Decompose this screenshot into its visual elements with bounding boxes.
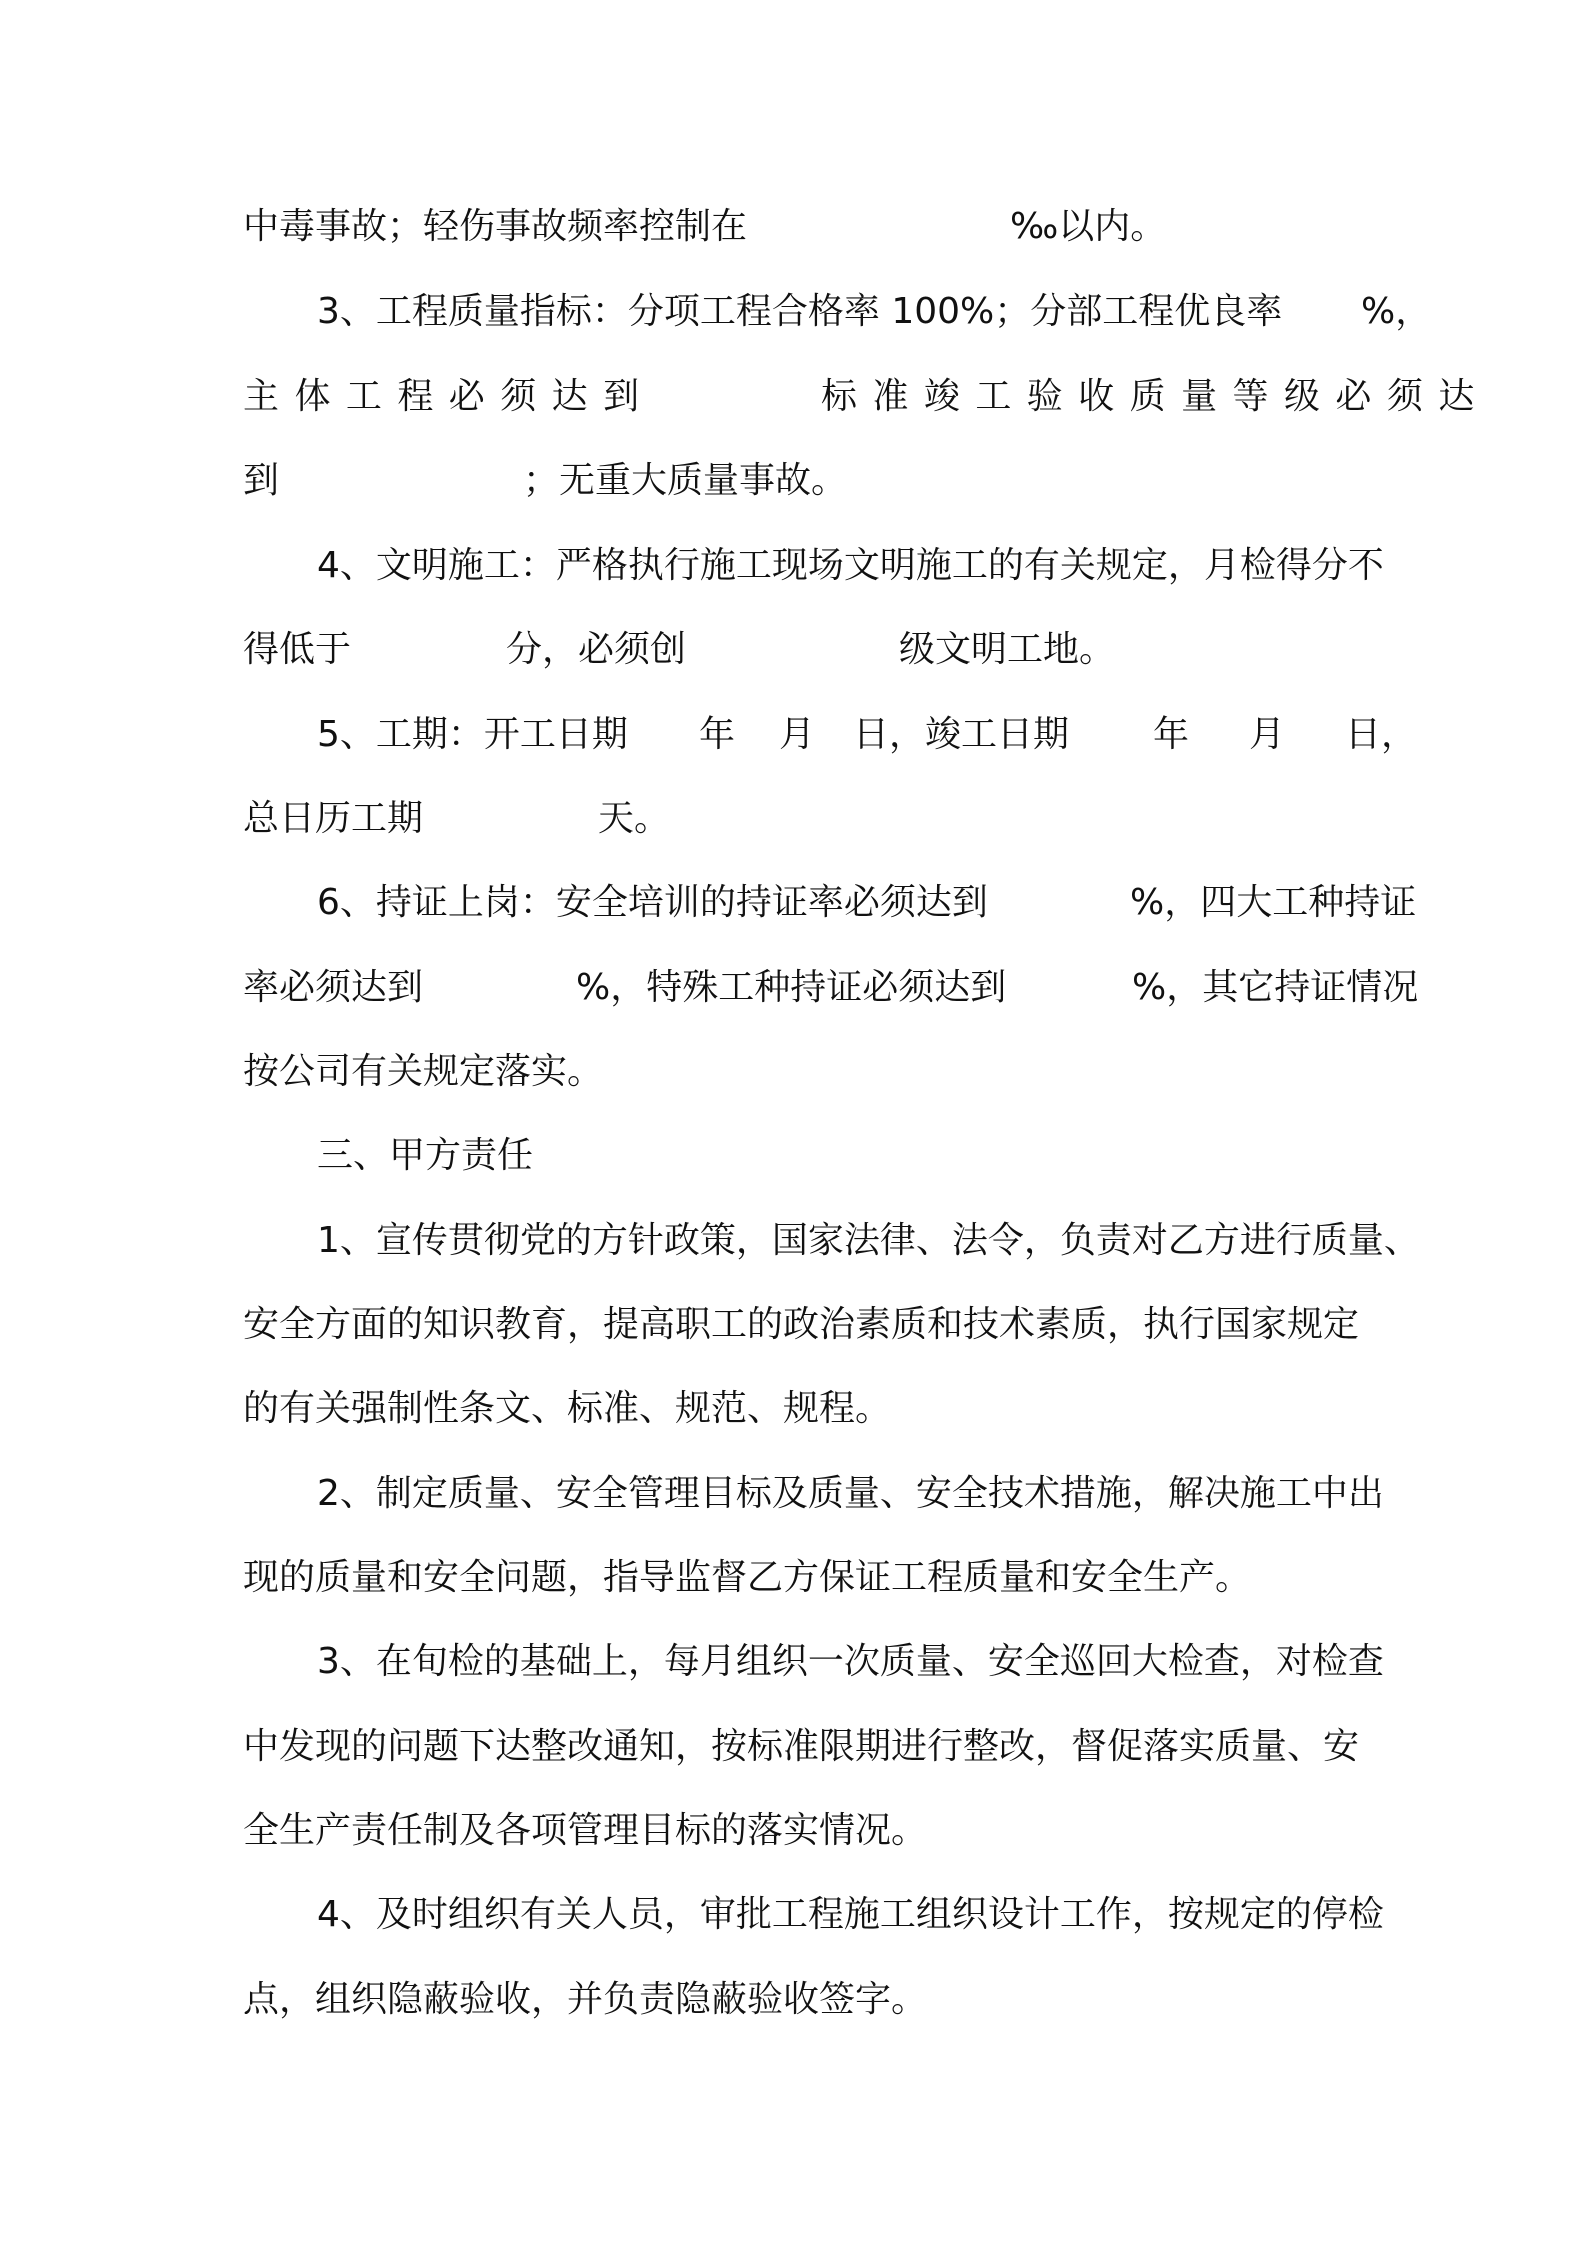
text-line <box>243 873 1428 933</box>
text-segment: %，特殊工种持证必须达到 <box>576 967 1007 1008</box>
text-line <box>243 197 1428 257</box>
text-segment: 三、甲方责任 <box>317 1135 534 1176</box>
text-line <box>243 705 1428 765</box>
text-segment: 年 <box>1153 714 1190 755</box>
text-segment: 2、制定质量、安全管理目标及质量、安全技术措施，解决施工中出 <box>317 1473 1384 1514</box>
text-segment: 天。 <box>598 798 671 839</box>
text-line <box>243 1042 1428 1102</box>
text-segment: 点，组织隐蔽验收，并负责隐蔽验收签字。 <box>243 1979 928 2020</box>
text-segment: %，其它持证情况 <box>1132 967 1419 1008</box>
text-segment: 4、及时组织有关人员，审批工程施工组织设计工作，按规定的停检 <box>317 1894 1384 1935</box>
text-line <box>243 282 1432 342</box>
text-segment: 3、工程质量指标：分项工程合格率 100%；分部工程优良率 <box>317 291 1283 332</box>
text-segment: 得低于 <box>243 629 352 670</box>
text-line <box>243 1801 1428 1861</box>
text-segment: 分，必须创 <box>506 629 687 670</box>
text-segment: 到 <box>243 460 280 501</box>
text-line <box>243 1548 1428 1608</box>
text-segment: 率必须达到 <box>243 967 424 1008</box>
text-segment: 中发现的问题下达整改通知，按标准限期进行整改，督促落实质量、安 <box>243 1726 1360 1767</box>
text-segment: 标 准 竣 工 验 收 质 量 等 级 必 须 达 <box>821 376 1477 417</box>
text-line <box>243 958 1428 1018</box>
text-segment: 总日历工期 <box>243 798 424 839</box>
text-segment: 日，竣工日期 <box>853 714 1070 755</box>
text-line <box>243 1211 1428 1271</box>
text-segment: 级文明工地。 <box>899 629 1116 670</box>
text-segment: 按公司有关规定落实。 <box>243 1051 604 1092</box>
text-segment: %，四大工种持证 <box>1130 882 1417 923</box>
text-segment: 月 <box>1249 714 1286 755</box>
text-segment: 的有关强制性条文、标准、规范、规程。 <box>243 1388 892 1429</box>
text-segment: 月 <box>779 714 816 755</box>
text-segment: 中毒事故；轻伤事故频率控制在 <box>243 206 748 247</box>
text-line <box>243 1295 1428 1355</box>
text-line <box>243 789 1428 849</box>
text-segment: 4、文明施工：严格执行施工现场文明施工的有关规定，月检得分不 <box>317 545 1384 586</box>
text-segment: 主 体 工 程 必 须 达 到 <box>243 376 642 417</box>
text-line <box>243 1379 1428 1439</box>
text-segment: %， <box>1361 291 1432 332</box>
text-segment: 日， <box>1345 714 1418 755</box>
text-segment: 6、持证上岗：安全培训的持证率必须达到 <box>317 882 988 923</box>
text-line <box>243 536 1428 596</box>
text-line <box>243 451 1428 511</box>
text-line <box>243 1464 1428 1524</box>
text-line <box>243 1717 1428 1777</box>
text-segment: 安全方面的知识教育，提高职工的政治素质和技术素质，执行国家规定 <box>243 1304 1360 1345</box>
text-segment: 3、在旬检的基础上，每月组织一次质量、安全巡回大检查，对检查 <box>317 1641 1384 1682</box>
text-segment: 全生产责任制及各项管理目标的落实情况。 <box>243 1810 928 1851</box>
text-segment: 现的质量和安全问题，指导监督乙方保证工程质量和安全生产。 <box>243 1557 1252 1598</box>
text-segment: 年 <box>699 714 736 755</box>
text-segment: ‰以内。 <box>1010 206 1167 247</box>
text-line <box>243 1970 1428 2030</box>
text-line <box>243 1885 1428 1945</box>
text-segment: ；无重大质量事故。 <box>523 460 848 501</box>
text-segment: 1、宣传贯彻党的方针政策，国家法律、法令，负责对乙方进行质量、 <box>317 1220 1420 1261</box>
text-segment: 5、工期：开工日期 <box>317 714 628 755</box>
text-line <box>243 1632 1428 1692</box>
section-heading <box>243 1126 1428 1186</box>
text-line <box>243 367 1477 427</box>
text-line <box>243 620 1428 680</box>
